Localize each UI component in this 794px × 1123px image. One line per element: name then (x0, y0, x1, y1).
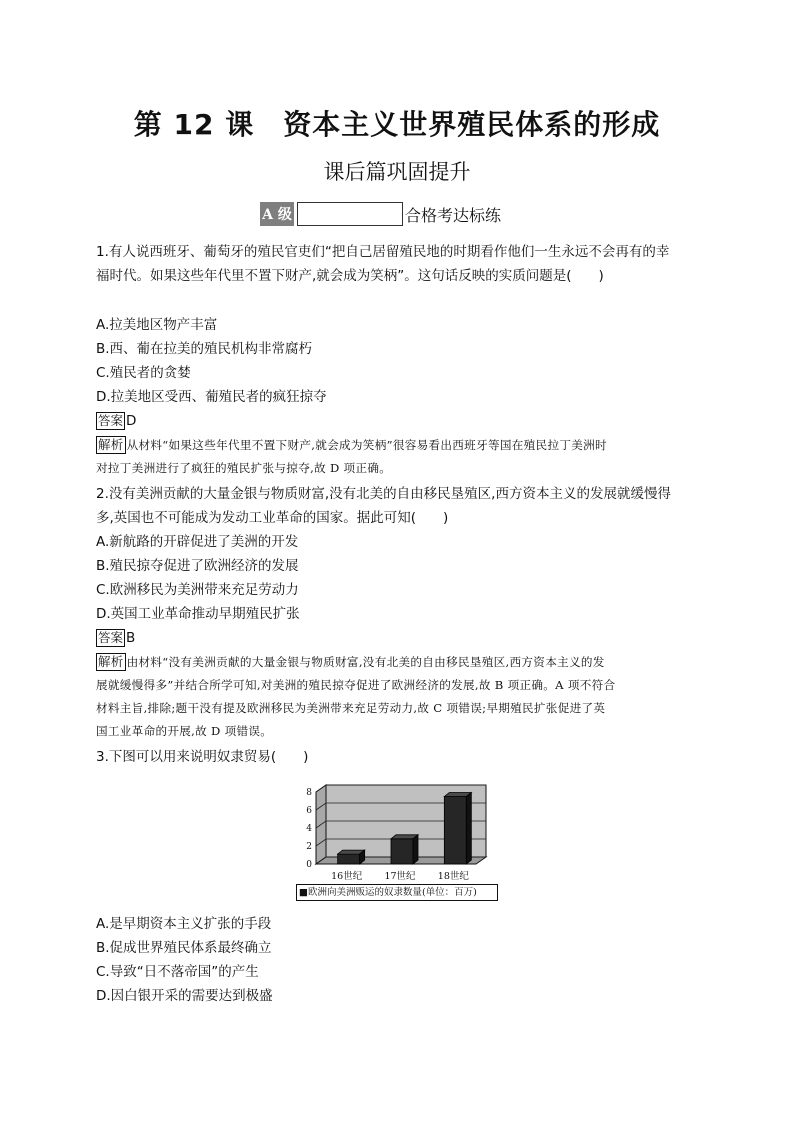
page-subtitle: 课后篇巩固提升 (323, 160, 471, 184)
q3-option-b: B.促成世界殖民体系最终确立 (96, 940, 272, 956)
q2-explanation-line3: 材料主旨,排除;题干没有提及欧洲移民为美洲带来充足劳动力,故 C 项错误;早期殖民扩张促进了英 (96, 701, 606, 715)
level-badge: A 级 (260, 202, 294, 226)
q2-stem-line2: 多,英国也不可能成为发动工业革命的国家。据此可知( ) (96, 510, 449, 526)
x-tick-label: 16世纪 (331, 871, 363, 882)
q2-stem-line1: 2.没有美洲贡献的大量金银与物质财富,没有北美的自由移民垦殖区,西方资本主义的发展就缓慢得 (96, 486, 671, 502)
x-tick-label: 18世纪 (437, 871, 469, 882)
page-title: 第 12 课 资本主义世界殖民体系的形成 (133, 108, 661, 141)
level-blank-box (297, 202, 403, 226)
q1-stem-line1: 1.有人说西班牙、葡萄牙的殖民官吏们“把自己居留殖民地的时期看作他们一生永远不会再有的幸 (96, 244, 670, 260)
q1-explanation-line1: 解析 从材料“如果这些年代里不置下财产,就会成为笑柄”很容易看出西班牙等国在殖民拉丁美洲时 (98, 437, 607, 452)
q2-explanation-line4: 国工业革命的开展,故 D 项错误。 (96, 724, 273, 738)
answer-tag: 答案 (98, 630, 124, 645)
y-tick-label: 8 (306, 788, 312, 798)
q2-option-c: C.欧洲移民为美洲带来充足劳动力 (96, 582, 299, 598)
q1-answer-value: D (126, 413, 137, 429)
level-row (260, 200, 501, 228)
y-tick-label: 0 (306, 860, 312, 870)
level-label: 合格考达标练 (405, 205, 502, 225)
q2-answer-value: B (126, 630, 136, 646)
bar-3 (444, 797, 466, 865)
q2-option-d: D.英国工业革命推动早期殖民扩张 (96, 606, 300, 622)
q3-option-a: A.是早期资本主义扩张的手段 (96, 916, 272, 932)
chart-legend: ■欧洲向美洲贩运的奴隶数量(单位：百万) (296, 884, 498, 901)
q2-explanation-line2: 展就缓慢得多”并结合所学可知,对美洲的殖民掠夺促进了欧洲经济的发展,故 B 项正确。A 项不符合 (96, 678, 616, 692)
q1-option-b: B.西、葡在拉美的殖民机构非常腐朽 (96, 341, 313, 357)
bar-chart-svg (296, 778, 500, 882)
x-tick-label: 17世纪 (384, 871, 416, 882)
bar-1 (338, 854, 360, 864)
q1-stem-line2: 福时代。如果这些年代里不置下财产,就会成为笑柄”。这句话反映的实质问题是( ) (96, 268, 604, 284)
q1-option-d: D.拉美地区受西、葡殖民者的疯狂掠夺 (96, 389, 327, 405)
q1-answer (96, 409, 696, 433)
q1-option-c: C.殖民者的贪婪 (96, 365, 191, 381)
q3-stem: 3.下图可以用来说明奴隶贸易( ) (96, 749, 309, 765)
q2-option-b: B.殖民掠夺促进了欧洲经济的发展 (96, 558, 299, 574)
explanation-tag: 解析 (98, 654, 124, 669)
bar-side-3 (466, 793, 471, 865)
q2-explanation-line1: 解析 由材料“没有美洲贡献的大量金银与物质财富,没有北美的自由移民垦殖区,西方资本主义的发 (98, 654, 605, 669)
bar-side-2 (413, 835, 418, 864)
q1-explanation-line2: 对拉丁美洲进行了疯狂的殖民扩张与掠夺,故 D 项正确。 (96, 461, 392, 475)
explanation-tag: 解析 (98, 437, 124, 452)
bar-2 (391, 839, 413, 864)
y-tick-label: 6 (306, 806, 312, 816)
q3-option-c: C.导致“日不落帝国”的产生 (96, 964, 259, 980)
q2-answer (96, 626, 696, 650)
y-tick-label: 4 (306, 824, 312, 834)
q3-option-d: D.因白银开采的需要达到极盛 (96, 988, 273, 1004)
answer-tag: 答案 (98, 413, 124, 428)
y-tick-label: 2 (306, 842, 312, 852)
q2-option-a: A.新航路的开辟促进了美洲的开发 (96, 534, 299, 550)
q1-option-a: A.拉美地区物产丰富 (96, 317, 218, 333)
slave-trade-chart (296, 778, 500, 903)
